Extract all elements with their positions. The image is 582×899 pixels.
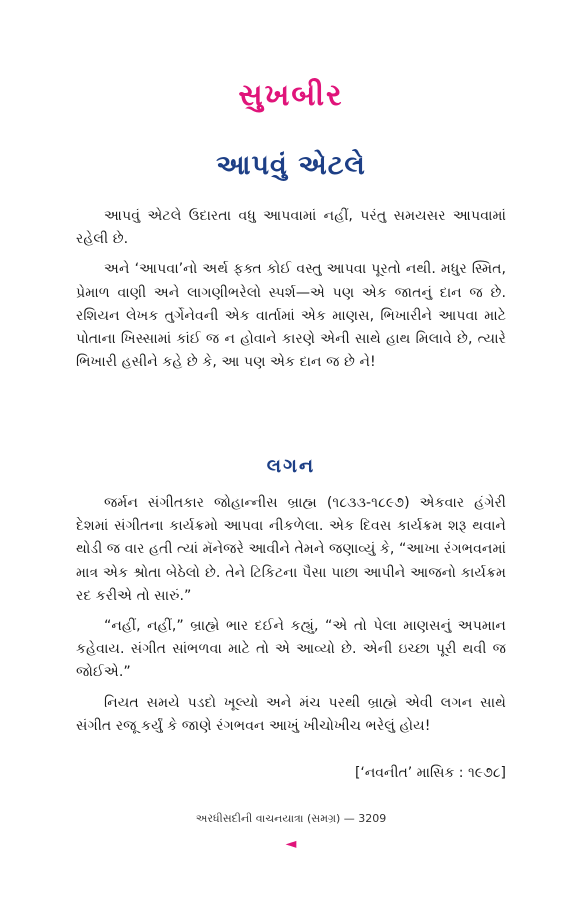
section-giving-body — [76, 205, 506, 381]
article-title: આપવું એટલે — [216, 150, 366, 181]
paragraph: અને ‘આપવા’નો અર્થ ફક્ત કોઈ વસ્તુ આપવા પૂરતો નથી. મધુર સ્મિત, પ્રેમાળ વાણી અને લાગણીભરેલો સ્પર્શ—એ પણ એક જાતનું દાન જ છે. રશિયન લેખક તુર્ગેનેવની એક વાર્તામાં એક માણસ, ભિખારીને આપવા માટે પોતાના ખિસ્સામાં કાંઈ જ ન હોવાને કારણે એની સાથે હાથ મિલાવે છે, ત્યારે ભિખારી હસીને કહે છે કે, આ પણ એક દાન જ છે ને! — [76, 261, 506, 371]
section-heading-lagan: લગન — [266, 455, 316, 477]
section-lagan-body — [76, 492, 506, 745]
page-footer: અરધીસદીની વાચનયાત્રા (સમગ્ર) — 3209 — [195, 812, 387, 825]
paragraph: “નહીં, નહીં,” બ્રાહ્મે ભાર દઈને કહ્યું, “એ તો પેલા માણસનું અપમાન કહેવાય. સંગીત સાંભળવા માટે તો એ આવ્યો છે. એની ઇચ્છા પૂરી થવી જ જોઈએ.” — [76, 618, 506, 681]
author-name: સુખબીર — [238, 78, 344, 113]
paragraph: જર્મન સંગીતકાર જોહાન્નીસ બ્રાહ્મ (૧૮૩૩-૧૮૯૭) એકવાર હંગેરી દેશમાં સંગીતના કાર્યક્રમો આપવા નીકળેલા. એક દિવસ કાર્યક્રમ શરૂ થવાને થોડી જ વાર હતી ત્યાં મૅનેજરે આવીને તેમને જણાવ્યું કે, “આખા રંગભવનમાં માત્ર એક શ્રોતા બેઠેલો છે. તેને ટિકિટના પૈસા પાછા આપીને આજનો કાર્યક્રમ રદ કરીએ તો સારું.” — [76, 495, 506, 604]
previous-page-arrow-icon[interactable]: ◄ — [285, 836, 297, 852]
paragraph: આપવું એટલે ઉદારતા વધુ આપવામાં નહીં, પરંતુ સમયસર આપવામાં રહેલી છે. — [76, 208, 506, 248]
source-citation: [‘નવનીત’ માસિક : ૧૯૭૮] — [354, 765, 506, 781]
paragraph: નિયત સમયે પડદો ખૂલ્યો અને મંચ પરથી બ્રાહ્મે એવી લગન સાથે સંગીત રજૂ કર્યું કે જાણે રંગભવન આખું ખીચોખીચ ભરેલું હોય! — [76, 694, 506, 734]
